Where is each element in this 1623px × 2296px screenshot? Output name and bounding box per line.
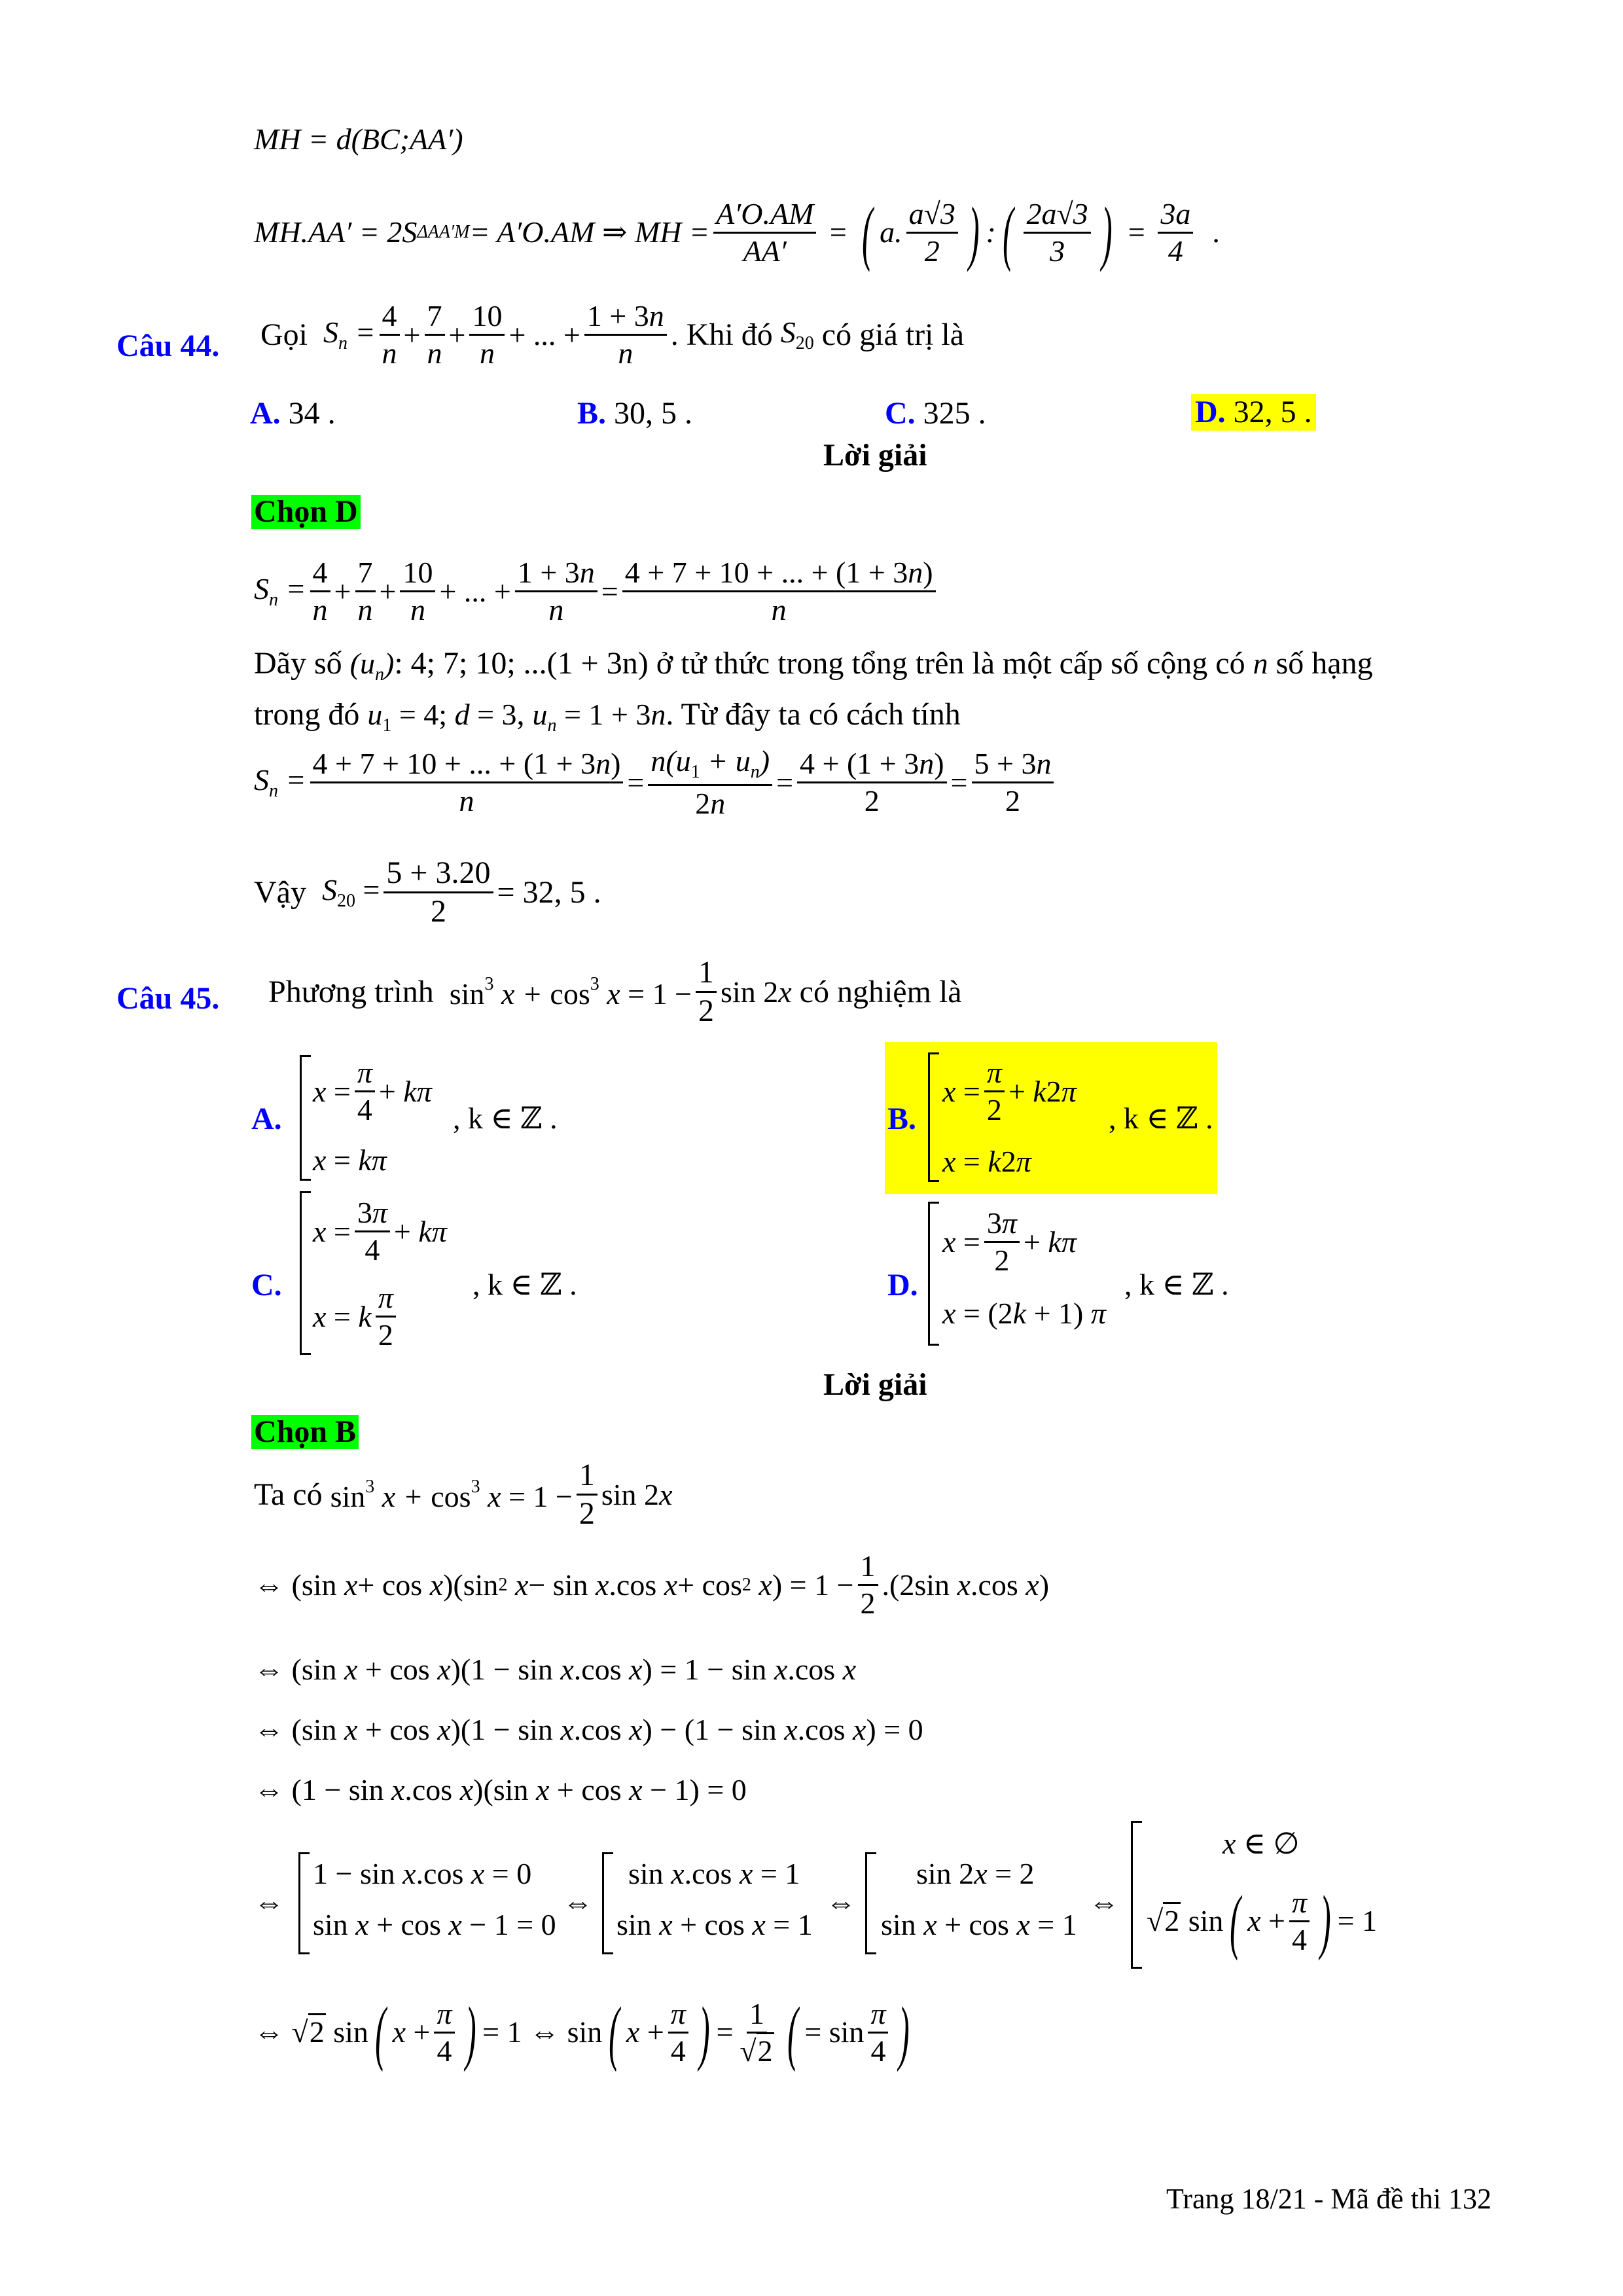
q45-step-5-iff-2: ⇔ [563, 1886, 593, 1919]
q45-step-6: ⇔ √2 sin ( x + $\frac{\pi}{4}$ ) = 1 ⇔ sin ( x + $\frac{\pi}{4}$ ) = $\frac{1}{√2}$ ( = sin $\frac{\pi}{4}$ ) [254, 1992, 910, 2072]
q44-sum-1: $S_n$ = $\frac{4}{n}$ + $\frac{7}{n}$ + $\frac{10}{n}$ + ... + $\frac{1 + 3n}{n}$ = $\frac{4 + 7 + 10 + ... + (1 + 3n)}{n}$ [254, 558, 940, 625]
q45-label: Câu 45. [116, 981, 220, 1016]
q45-option-b-line2: x = k2π [942, 1145, 1031, 1178]
q45-step-3: ⇔ (sin x + cos x)(1 − sin x.cos x) − (1 − sin x.cos x) = 0 [254, 1713, 923, 1746]
q45-step-5-a1: 1 − sin x.cos x = 0 [313, 1857, 532, 1890]
q45-step-2: ⇔ (sin x + cos x)(1 − sin x.cos x) = 1 − sin x.cos x [254, 1653, 857, 1686]
q44-conclusion: Vậy $S_{20}$ = $\frac{5 + 3.20}{2}$ = 32, 5 . [254, 855, 601, 929]
q45-option-c-line2: x = k $\frac{\pi}{2}$ [313, 1283, 400, 1350]
q45-option-a-kz: , k ∈ ℤ . [453, 1102, 558, 1135]
q45-option-c-bracket [300, 1191, 311, 1355]
prev-line-2: MH.AA′ = 2S ΔAA′M = A′O.AM ⇒ MH = $\frac{A'O.AM}{AA'}$ = ( a. $\frac{a√3}{2}$ ) : ( $\frac{2a√3}{3}$ ) = $\frac{3a}{4}$ . [254, 192, 1220, 272]
q45-choice: Chọn B [251, 1415, 359, 1449]
q45-option-b-bracket [928, 1052, 939, 1182]
q45-option-b-kz: , k ∈ ℤ . [1109, 1102, 1213, 1135]
q45-option-a-line1: x = $\frac{\pi}{4}$ + kπ [313, 1056, 432, 1126]
q44-stem: Gọi $S_n$ = $\frac{4}{n}$ + $\frac{7}{n}$ + $\frac{10}{n}$ + ... + $\frac{1 + 3n}{n}$ . Khi đó $S_{20}$ có giá trị là [260, 299, 965, 370]
q45-option-d-letter: D. [887, 1268, 918, 1302]
q44-day-so: Dãy số $(u_n)$: 4; 7; 10; ...(1 + 3n) ở tử thức trong tổng trên là một cấp số cộng có n số hạng [254, 646, 1373, 685]
q45-option-d-line2: x = (2k + 1) π [942, 1297, 1106, 1330]
q45-option-a-letter: A. [251, 1102, 282, 1136]
q45-option-b-line1: x = $\frac{\pi}{2}$ + k2π [942, 1056, 1077, 1126]
q45-step-1: ⇔ (sin x + cos x )(sin 2 x − sin x .cos x + cos 2 x ) = 1 − $\frac{1}{2}$ .(2sin x .cos x ) [254, 1549, 1050, 1620]
q45-step-5-iff-4: ⇔ [1089, 1886, 1119, 1919]
q45-step-5-bracket-3 [865, 1852, 876, 1954]
q45-step-5-d2: √2 sin ( x + $\frac{\pi}{4}$ ) = 1 [1147, 1881, 1378, 1961]
q45-option-d-line1: x = $\frac{3\pi}{2}$ + kπ [942, 1206, 1077, 1277]
q45-step-5-bracket-4 [1131, 1821, 1142, 1969]
q45-option-c-letter: C. [251, 1268, 282, 1302]
q45-step-5-d1: x ∈ ∅ [1222, 1827, 1300, 1860]
q45-step-5-c1: sin 2x = 2 [916, 1857, 1035, 1890]
q45-step-5-a2: sin x + cos x − 1 = 0 [313, 1908, 556, 1941]
q45-option-c-line1: x = $\frac{3\pi}{4}$ + kπ [313, 1196, 447, 1266]
q45-option-d-bracket [928, 1202, 939, 1346]
q45-step-5-bracket-1 [298, 1852, 310, 1954]
q45-step-4: ⇔ (1 − sin x.cos x)(sin x + cos x − 1) = 0 [254, 1773, 747, 1806]
q45-step-5-b2: sin x + cos x = 1 [616, 1908, 813, 1941]
q45-option-c-kz: , k ∈ ℤ . [473, 1268, 577, 1301]
q44-option-b: B. 30, 5 . [577, 396, 693, 431]
q44-choice: Chọn D [251, 495, 361, 529]
q44-option-a: A. 34 . [250, 396, 336, 431]
q45-option-d-kz: , k ∈ ℤ . [1124, 1268, 1229, 1301]
q44-option-c: C. 325 . [885, 396, 986, 431]
q45-option-a-bracket [300, 1055, 311, 1181]
q45-step-5-iff-1: ⇔ [254, 1886, 284, 1919]
q45-option-a-line2: x = kπ [313, 1143, 387, 1177]
q45-step-5-b1: sin x.cos x = 1 [628, 1857, 800, 1890]
q44-option-d: D. 32, 5 . [1191, 394, 1316, 431]
page-footer: Trang 18/21 - Mã đề thi 132 [1166, 2183, 1492, 2215]
q44-trong-do: trong đó $u_1 = 4$; d = 3, $u_n = 1 + 3n$. Từ đây ta có cách tính [254, 697, 961, 736]
q45-step-5-c2: sin x + cos x = 1 [881, 1908, 1077, 1941]
q45-step-5-iff-3: ⇔ [826, 1886, 856, 1919]
q44-label: Câu 44. [116, 329, 220, 363]
q45-step-0: Ta có $\sin^3 x + \cos^3 x = 1$ − $\frac{1}{2}$ sin 2x [254, 1458, 673, 1531]
q44-sum-2: $S_n$ = $\frac{4 + 7 + 10 + ... + (1 + 3n)}{n}$ = $\frac{n(u_1 + u_n)}{2n}$ = $\frac{4 + (1 + 3n)}{2}$ = $\frac{5 + 3n}{2}$ [254, 746, 1058, 819]
q44-solution-title: Lời giải [823, 438, 927, 473]
q45-stem: Phương trình $\sin^3 x + \cos^3 x = 1$ − $\frac{1}{2}$ sin 2x có nghiệm là [268, 955, 962, 1028]
q45-step-5-bracket-2 [602, 1852, 613, 1954]
q45-option-b-letter: B. [887, 1102, 917, 1136]
q45-solution-title: Lời giải [823, 1367, 927, 1402]
prev-line-1: MH = d(BC;AA′) [254, 122, 463, 156]
